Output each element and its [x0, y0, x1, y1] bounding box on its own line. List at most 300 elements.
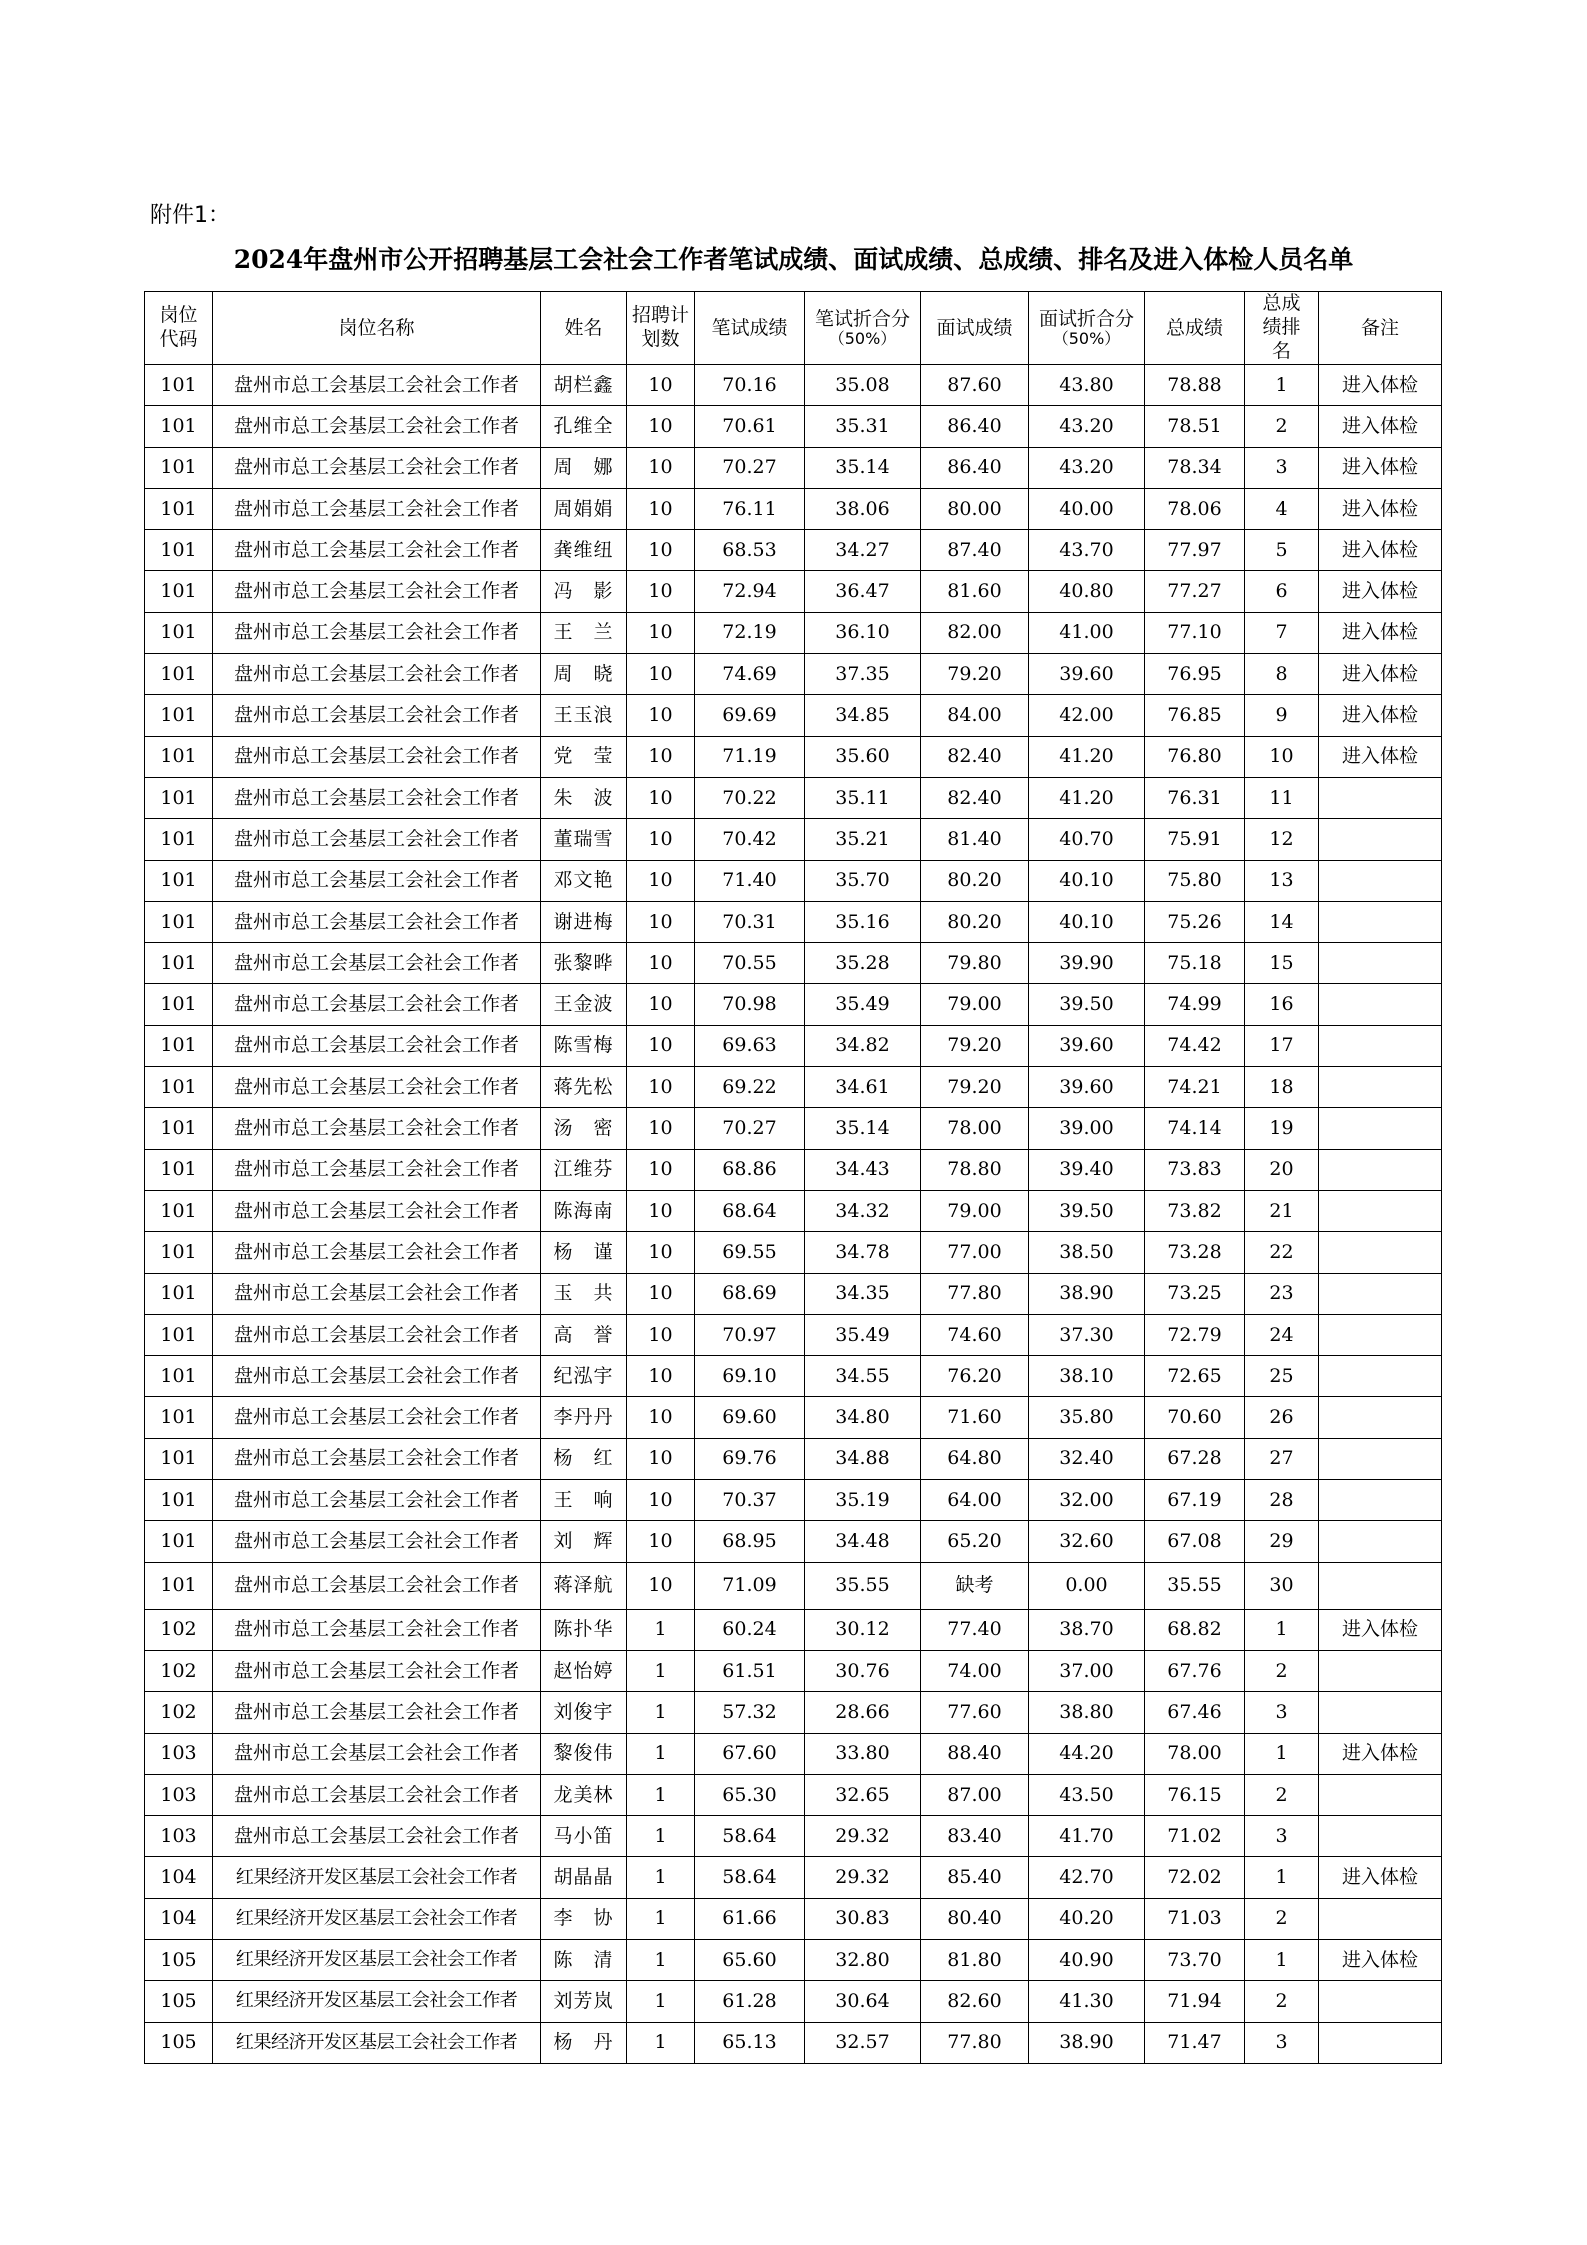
- cell-rank: 5: [1245, 530, 1319, 571]
- cell-post: 盘州市总工会基层工会社会工作者: [213, 365, 541, 406]
- cell-name: 蒋泽航: [541, 1562, 627, 1609]
- cell-name: 周 娜: [541, 447, 627, 488]
- cell-interview: 77.60: [921, 1692, 1029, 1733]
- table-row: [145, 488, 1442, 529]
- cell-name: 杨 丹: [541, 2022, 627, 2063]
- cell-rank: 11: [1245, 777, 1319, 818]
- cell-interview: 64.00: [921, 1480, 1029, 1521]
- table-row: [145, 530, 1442, 571]
- cell-plan: 1: [627, 1650, 695, 1691]
- cell-remark: [1319, 901, 1442, 942]
- cell-written-conv: 30.12: [805, 1609, 921, 1650]
- cell-interview: 79.20: [921, 1025, 1029, 1066]
- cell-post: 盘州市总工会基层工会社会工作者: [213, 1067, 541, 1108]
- cell-name: 陈海南: [541, 1190, 627, 1231]
- cell-plan: 10: [627, 1521, 695, 1562]
- cell-written: 65.30: [695, 1774, 805, 1815]
- cell-interview: 77.80: [921, 1273, 1029, 1314]
- cell-code: 102: [145, 1609, 213, 1650]
- cell-name: 周娟娟: [541, 488, 627, 529]
- cell-code: 101: [145, 1314, 213, 1355]
- cell-written-conv: 35.49: [805, 984, 921, 1025]
- cell-name: 胡栏鑫: [541, 365, 627, 406]
- cell-remark: [1319, 1025, 1442, 1066]
- cell-rank: 25: [1245, 1356, 1319, 1397]
- cell-interview-conv: 38.80: [1029, 1692, 1145, 1733]
- table-row: [145, 1067, 1442, 1108]
- cell-post: 盘州市总工会基层工会社会工作者: [213, 1733, 541, 1774]
- cell-interview: 82.00: [921, 612, 1029, 653]
- cell-plan: 10: [627, 1149, 695, 1190]
- cell-interview-conv: 39.50: [1029, 984, 1145, 1025]
- cell-interview: 79.00: [921, 984, 1029, 1025]
- cell-plan: 10: [627, 1397, 695, 1438]
- cell-rank: 3: [1245, 447, 1319, 488]
- cell-interview: 78.00: [921, 1108, 1029, 1149]
- cell-total: 74.14: [1145, 1108, 1245, 1149]
- cell-interview: 86.40: [921, 406, 1029, 447]
- cell-name: 王玉浪: [541, 695, 627, 736]
- cell-code: 101: [145, 1025, 213, 1066]
- cell-post: 盘州市总工会基层工会社会工作者: [213, 1562, 541, 1609]
- cell-name: 王 兰: [541, 612, 627, 653]
- cell-rank: 2: [1245, 1898, 1319, 1939]
- cell-total: 76.31: [1145, 777, 1245, 818]
- cell-post: 红果经济开发区基层工会社会工作者: [213, 2022, 541, 2063]
- cell-remark: 进入体检: [1319, 447, 1442, 488]
- cell-post: 盘州市总工会基层工会社会工作者: [213, 1521, 541, 1562]
- cell-name: 张黎晔: [541, 943, 627, 984]
- cell-written: 68.64: [695, 1190, 805, 1231]
- cell-written: 71.19: [695, 736, 805, 777]
- cell-written-conv: 30.64: [805, 1981, 921, 2022]
- table-row: [145, 1149, 1442, 1190]
- cell-interview-conv: 43.70: [1029, 530, 1145, 571]
- cell-interview: 64.80: [921, 1438, 1029, 1479]
- cell-interview-conv: 39.50: [1029, 1190, 1145, 1231]
- cell-interview: 80.20: [921, 860, 1029, 901]
- cell-plan: 1: [627, 1857, 695, 1898]
- cell-written: 69.69: [695, 695, 805, 736]
- cell-rank: 10: [1245, 736, 1319, 777]
- cell-name: 纪泓宇: [541, 1356, 627, 1397]
- cell-plan: 10: [627, 1314, 695, 1355]
- cell-post: 盘州市总工会基层工会社会工作者: [213, 901, 541, 942]
- cell-post: 盘州市总工会基层工会社会工作者: [213, 695, 541, 736]
- cell-post: 红果经济开发区基层工会社会工作者: [213, 1939, 541, 1980]
- cell-code: 101: [145, 612, 213, 653]
- cell-name: 刘 辉: [541, 1521, 627, 1562]
- cell-total: 75.26: [1145, 901, 1245, 942]
- cell-remark: [1319, 1816, 1442, 1857]
- cell-written: 74.69: [695, 654, 805, 695]
- cell-written: 70.97: [695, 1314, 805, 1355]
- cell-remark: 进入体检: [1319, 612, 1442, 653]
- cell-remark: [1319, 1692, 1442, 1733]
- cell-plan: 10: [627, 777, 695, 818]
- cell-rank: 17: [1245, 1025, 1319, 1066]
- cell-interview: 81.80: [921, 1939, 1029, 1980]
- cell-name: 黎俊伟: [541, 1733, 627, 1774]
- cell-interview-conv: 40.20: [1029, 1898, 1145, 1939]
- cell-interview: 88.40: [921, 1733, 1029, 1774]
- cell-total: 77.27: [1145, 571, 1245, 612]
- cell-rank: 14: [1245, 901, 1319, 942]
- cell-rank: 22: [1245, 1232, 1319, 1273]
- cell-name: 李 协: [541, 1898, 627, 1939]
- cell-name: 陈 清: [541, 1939, 627, 1980]
- cell-post: 盘州市总工会基层工会社会工作者: [213, 1190, 541, 1231]
- cell-post: 盘州市总工会基层工会社会工作者: [213, 1108, 541, 1149]
- cell-code: 104: [145, 1857, 213, 1898]
- cell-rank: 30: [1245, 1562, 1319, 1609]
- cell-interview: 79.80: [921, 943, 1029, 984]
- cell-written-conv: 34.43: [805, 1149, 921, 1190]
- cell-written-conv: 34.48: [805, 1521, 921, 1562]
- table-row: [145, 406, 1442, 447]
- cell-total: 67.28: [1145, 1438, 1245, 1479]
- header-plan-label: 招聘计划数: [631, 304, 689, 350]
- cell-total: 35.55: [1145, 1562, 1245, 1609]
- cell-remark: [1319, 1438, 1442, 1479]
- cell-post: 盘州市总工会基层工会社会工作者: [213, 1480, 541, 1521]
- cell-written-conv: 36.10: [805, 612, 921, 653]
- cell-code: 104: [145, 1898, 213, 1939]
- cell-name: 高 誉: [541, 1314, 627, 1355]
- cell-interview: 77.80: [921, 2022, 1029, 2063]
- cell-rank: 23: [1245, 1273, 1319, 1314]
- cell-written: 57.32: [695, 1692, 805, 1733]
- cell-remark: [1319, 984, 1442, 1025]
- cell-interview-conv: 37.30: [1029, 1314, 1145, 1355]
- cell-code: 102: [145, 1692, 213, 1733]
- cell-interview-conv: 43.50: [1029, 1774, 1145, 1815]
- cell-rank: 6: [1245, 571, 1319, 612]
- table-row: [145, 984, 1442, 1025]
- cell-written: 69.55: [695, 1232, 805, 1273]
- cell-written-conv: 35.11: [805, 777, 921, 818]
- cell-written: 69.10: [695, 1356, 805, 1397]
- cell-code: 101: [145, 365, 213, 406]
- cell-plan: 10: [627, 447, 695, 488]
- cell-interview-conv: 39.60: [1029, 1067, 1145, 1108]
- cell-total: 78.06: [1145, 488, 1245, 529]
- cell-code: 101: [145, 406, 213, 447]
- cell-total: 71.03: [1145, 1898, 1245, 1939]
- cell-written-conv: 33.80: [805, 1733, 921, 1774]
- cell-total: 67.19: [1145, 1480, 1245, 1521]
- cell-code: 101: [145, 860, 213, 901]
- cell-post: 盘州市总工会基层工会社会工作者: [213, 1356, 541, 1397]
- cell-name: 冯 影: [541, 571, 627, 612]
- cell-remark: 进入体检: [1319, 571, 1442, 612]
- table-row: [145, 612, 1442, 653]
- cell-name: 党 莹: [541, 736, 627, 777]
- header-interview: 面试成绩: [921, 292, 1029, 365]
- cell-total: 78.34: [1145, 447, 1245, 488]
- cell-code: 101: [145, 1067, 213, 1108]
- cell-post: 盘州市总工会基层工会社会工作者: [213, 1397, 541, 1438]
- cell-written: 70.42: [695, 819, 805, 860]
- cell-written: 70.37: [695, 1480, 805, 1521]
- cell-written-conv: 29.32: [805, 1816, 921, 1857]
- cell-interview-conv: 44.20: [1029, 1733, 1145, 1774]
- cell-interview-conv: 32.60: [1029, 1521, 1145, 1562]
- cell-written-conv: 34.85: [805, 695, 921, 736]
- cell-interview: 84.00: [921, 695, 1029, 736]
- cell-name: 杨 谨: [541, 1232, 627, 1273]
- cell-rank: 15: [1245, 943, 1319, 984]
- cell-written-conv: 34.27: [805, 530, 921, 571]
- cell-interview: 81.40: [921, 819, 1029, 860]
- cell-name: 陈雪梅: [541, 1025, 627, 1066]
- cell-remark: [1319, 1232, 1442, 1273]
- cell-post: 盘州市总工会基层工会社会工作者: [213, 860, 541, 901]
- cell-interview: 82.40: [921, 777, 1029, 818]
- cell-remark: [1319, 943, 1442, 984]
- cell-total: 72.79: [1145, 1314, 1245, 1355]
- cell-written-conv: 30.83: [805, 1898, 921, 1939]
- cell-total: 76.85: [1145, 695, 1245, 736]
- table-row: [145, 1609, 1442, 1650]
- cell-interview-conv: 37.00: [1029, 1650, 1145, 1691]
- cell-remark: [1319, 1356, 1442, 1397]
- cell-rank: 29: [1245, 1521, 1319, 1562]
- cell-remark: 进入体检: [1319, 654, 1442, 695]
- cell-interview-conv: 41.00: [1029, 612, 1145, 653]
- cell-written-conv: 35.19: [805, 1480, 921, 1521]
- header-written: 笔试成绩: [695, 292, 805, 365]
- cell-interview: 74.00: [921, 1650, 1029, 1691]
- cell-code: 101: [145, 447, 213, 488]
- cell-interview-conv: 41.70: [1029, 1816, 1145, 1857]
- cell-code: 101: [145, 654, 213, 695]
- cell-code: 102: [145, 1650, 213, 1691]
- cell-plan: 10: [627, 1190, 695, 1231]
- cell-remark: [1319, 1273, 1442, 1314]
- cell-written-conv: 35.70: [805, 860, 921, 901]
- table-row: [145, 1314, 1442, 1355]
- cell-remark: [1319, 1190, 1442, 1231]
- table-row: [145, 1397, 1442, 1438]
- cell-name: 龚维纽: [541, 530, 627, 571]
- cell-remark: 进入体检: [1319, 488, 1442, 529]
- cell-interview-conv: 40.10: [1029, 860, 1145, 901]
- header-code: [145, 292, 213, 365]
- cell-interview-conv: 41.20: [1029, 736, 1145, 777]
- cell-written-conv: 34.82: [805, 1025, 921, 1066]
- cell-rank: 24: [1245, 1314, 1319, 1355]
- cell-remark: 进入体检: [1319, 1733, 1442, 1774]
- cell-interview: 86.40: [921, 447, 1029, 488]
- cell-code: 101: [145, 1190, 213, 1231]
- cell-interview-conv: 40.10: [1029, 901, 1145, 942]
- cell-written-conv: 35.28: [805, 943, 921, 984]
- table-row: [145, 1774, 1442, 1815]
- cell-code: 101: [145, 777, 213, 818]
- cell-interview: 87.00: [921, 1774, 1029, 1815]
- cell-total: 76.15: [1145, 1774, 1245, 1815]
- cell-code: 103: [145, 1733, 213, 1774]
- cell-name: 马小笛: [541, 1816, 627, 1857]
- cell-interview-conv: 39.00: [1029, 1108, 1145, 1149]
- table-row: [145, 1232, 1442, 1273]
- cell-code: 105: [145, 2022, 213, 2063]
- cell-written: 69.22: [695, 1067, 805, 1108]
- cell-rank: 9: [1245, 695, 1319, 736]
- cell-written: 71.09: [695, 1562, 805, 1609]
- cell-plan: 10: [627, 1108, 695, 1149]
- cell-written: 70.55: [695, 943, 805, 984]
- cell-rank: 13: [1245, 860, 1319, 901]
- cell-interview: 76.20: [921, 1356, 1029, 1397]
- cell-plan: 1: [627, 2022, 695, 2063]
- cell-interview-conv: 39.60: [1029, 654, 1145, 695]
- cell-plan: 10: [627, 1025, 695, 1066]
- cell-written: 58.64: [695, 1857, 805, 1898]
- cell-interview: 87.40: [921, 530, 1029, 571]
- cell-written-conv: 34.80: [805, 1397, 921, 1438]
- cell-interview: 79.00: [921, 1190, 1029, 1231]
- cell-post: 盘州市总工会基层工会社会工作者: [213, 530, 541, 571]
- cell-total: 67.08: [1145, 1521, 1245, 1562]
- cell-code: 101: [145, 1521, 213, 1562]
- cell-interview-conv: 42.00: [1029, 695, 1145, 736]
- cell-plan: 10: [627, 406, 695, 447]
- cell-remark: [1319, 1898, 1442, 1939]
- cell-written: 70.27: [695, 1108, 805, 1149]
- cell-interview: 缺考: [921, 1562, 1029, 1609]
- table-row: [145, 1190, 1442, 1231]
- cell-interview: 78.80: [921, 1149, 1029, 1190]
- cell-interview-conv: 32.40: [1029, 1438, 1145, 1479]
- table-row: [145, 943, 1442, 984]
- cell-post: 盘州市总工会基层工会社会工作者: [213, 984, 541, 1025]
- header-rank-label: 总成绩排名: [1262, 292, 1301, 362]
- cell-written: 70.98: [695, 984, 805, 1025]
- cell-plan: 1: [627, 1733, 695, 1774]
- cell-written-conv: 30.76: [805, 1650, 921, 1691]
- cell-total: 72.65: [1145, 1356, 1245, 1397]
- header-code-label: 岗位代码: [159, 304, 198, 350]
- cell-interview-conv: 40.80: [1029, 571, 1145, 612]
- cell-code: 101: [145, 1108, 213, 1149]
- cell-code: 101: [145, 736, 213, 777]
- cell-plan: 1: [627, 1609, 695, 1650]
- cell-remark: 进入体检: [1319, 1609, 1442, 1650]
- cell-post: 盘州市总工会基层工会社会工作者: [213, 1025, 541, 1066]
- cell-interview-conv: 40.90: [1029, 1939, 1145, 1980]
- cell-interview-conv: 38.70: [1029, 1609, 1145, 1650]
- cell-interview-conv: 0.00: [1029, 1562, 1145, 1609]
- cell-interview-conv: 41.20: [1029, 777, 1145, 818]
- cell-interview-conv: 39.90: [1029, 943, 1145, 984]
- cell-rank: 12: [1245, 819, 1319, 860]
- cell-written: 72.94: [695, 571, 805, 612]
- cell-written-conv: 37.35: [805, 654, 921, 695]
- cell-name: 李丹丹: [541, 1397, 627, 1438]
- cell-name: 朱 波: [541, 777, 627, 818]
- table-row: [145, 1898, 1442, 1939]
- cell-rank: 3: [1245, 1816, 1319, 1857]
- results-table: [144, 291, 1442, 2064]
- cell-interview-conv: 43.80: [1029, 365, 1145, 406]
- cell-rank: 21: [1245, 1190, 1319, 1231]
- cell-code: 101: [145, 819, 213, 860]
- cell-rank: 2: [1245, 1774, 1319, 1815]
- table-row: [145, 1650, 1442, 1691]
- cell-rank: 26: [1245, 1397, 1319, 1438]
- cell-post: 盘州市总工会基层工会社会工作者: [213, 1314, 541, 1355]
- cell-name: 汤 密: [541, 1108, 627, 1149]
- header-remark: 备注: [1319, 292, 1442, 365]
- cell-remark: 进入体检: [1319, 530, 1442, 571]
- cell-remark: [1319, 860, 1442, 901]
- cell-interview-conv: 39.40: [1029, 1149, 1145, 1190]
- cell-code: 101: [145, 695, 213, 736]
- cell-total: 73.82: [1145, 1190, 1245, 1231]
- cell-interview: 77.00: [921, 1232, 1029, 1273]
- cell-total: 70.60: [1145, 1397, 1245, 1438]
- cell-interview: 80.20: [921, 901, 1029, 942]
- cell-rank: 4: [1245, 488, 1319, 529]
- cell-interview: 80.40: [921, 1898, 1029, 1939]
- cell-written: 69.76: [695, 1438, 805, 1479]
- cell-remark: [1319, 777, 1442, 818]
- cell-rank: 28: [1245, 1480, 1319, 1521]
- cell-total: 74.21: [1145, 1067, 1245, 1108]
- cell-total: 74.99: [1145, 984, 1245, 1025]
- cell-remark: [1319, 1108, 1442, 1149]
- cell-rank: 1: [1245, 1733, 1319, 1774]
- cell-interview: 83.40: [921, 1816, 1029, 1857]
- cell-plan: 10: [627, 1067, 695, 1108]
- cell-written: 58.64: [695, 1816, 805, 1857]
- table-row: [145, 901, 1442, 942]
- cell-plan: 10: [627, 1356, 695, 1397]
- table-row: [145, 1356, 1442, 1397]
- cell-rank: 27: [1245, 1438, 1319, 1479]
- cell-total: 78.00: [1145, 1733, 1245, 1774]
- cell-remark: [1319, 1397, 1442, 1438]
- cell-plan: 10: [627, 654, 695, 695]
- cell-code: 101: [145, 1232, 213, 1273]
- cell-rank: 7: [1245, 612, 1319, 653]
- cell-written-conv: 34.32: [805, 1190, 921, 1231]
- cell-interview-conv: 42.70: [1029, 1857, 1145, 1898]
- cell-written: 76.11: [695, 488, 805, 529]
- table-row: [145, 819, 1442, 860]
- cell-interview-conv: 38.90: [1029, 2022, 1145, 2063]
- cell-post: 盘州市总工会基层工会社会工作者: [213, 1438, 541, 1479]
- cell-post: 盘州市总工会基层工会社会工作者: [213, 736, 541, 777]
- cell-post: 盘州市总工会基层工会社会工作者: [213, 1650, 541, 1691]
- cell-remark: [1319, 1650, 1442, 1691]
- cell-remark: [1319, 1981, 1442, 2022]
- attachment-label: 附件1：: [150, 203, 230, 228]
- cell-written: 61.28: [695, 1981, 805, 2022]
- cell-written: 72.19: [695, 612, 805, 653]
- cell-plan: 10: [627, 943, 695, 984]
- table-row: [145, 1816, 1442, 1857]
- table-row: [145, 860, 1442, 901]
- header-written-conv-label: 笔试折合分: [814, 307, 910, 330]
- cell-name: 杨 红: [541, 1438, 627, 1479]
- cell-total: 67.76: [1145, 1650, 1245, 1691]
- cell-written: 61.66: [695, 1898, 805, 1939]
- cell-rank: 1: [1245, 1609, 1319, 1650]
- cell-name: 龙美林: [541, 1774, 627, 1815]
